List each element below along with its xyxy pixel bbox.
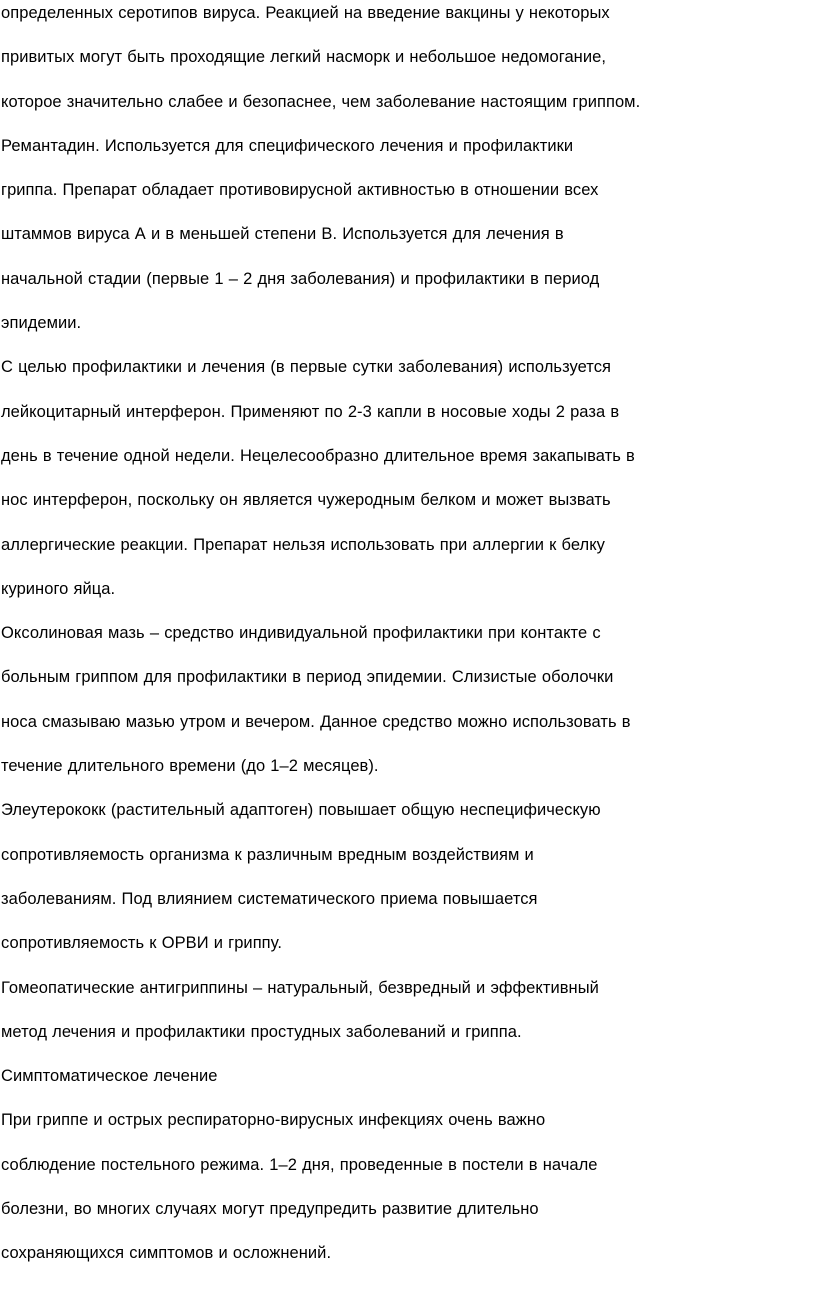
text-line: При гриппе и острых респираторно-вирусных инфекциях очень важно bbox=[1, 1111, 546, 1130]
text-line: которое значительно слабее и безопаснее, чем заболевание настоящим гриппом. bbox=[1, 92, 641, 111]
text-line: течение длительного времени (до 1–2 месяцев). bbox=[1, 757, 379, 776]
text-line: куриного яйца. bbox=[1, 579, 116, 598]
text-line: аллергические реакции. Препарат нельзя использовать при аллергии к белку bbox=[1, 535, 605, 554]
text-line: сопротивляемость организма к различным вредным воздействиям и bbox=[1, 845, 534, 864]
text-line: сохраняющихся симптомов и осложнений. bbox=[1, 1244, 332, 1263]
text-line: гриппа. Препарат обладает противовирусной активностью в отношении всех bbox=[1, 181, 599, 200]
text-line: соблюдение постельного режима. 1–2 дня, проведенные в постели в начале bbox=[1, 1155, 598, 1174]
text-line: С целью профилактики и лечения (в первые сутки заболевания) используется bbox=[1, 358, 612, 377]
text-line: метод лечения и профилактики простудных заболеваний и гриппа. bbox=[1, 1022, 522, 1041]
text-line: больным гриппом для профилактики в период эпидемии. Слизистые оболочки bbox=[1, 668, 614, 687]
text-line: Оксолиновая мазь – средство индивидуальной профилактики при контакте с bbox=[1, 624, 601, 643]
text-line: определенных серотипов вируса. Реакцией на введение вакцины у некоторых bbox=[1, 4, 610, 22]
text-line: Элеутерококк (растительный адаптоген) повышает общую неспецифическую bbox=[1, 801, 601, 820]
text-line: штаммов вируса А и в меньшей степени В. Используется для лечения в bbox=[1, 225, 564, 244]
text-line: Гомеопатические антигриппины – натуральный, безвредный и эффективный bbox=[1, 978, 599, 997]
text-line: Ремантадин. Используется для специфического лечения и профилактики bbox=[1, 136, 574, 155]
section-heading: Симптоматическое лечение bbox=[1, 1067, 218, 1086]
text-line: начальной стадии (первые 1 – 2 дня заболевания) и профилактики в период bbox=[1, 269, 600, 288]
text-line: день в течение одной недели. Нецелесообразно длительное время закапывать в bbox=[1, 446, 635, 465]
text-line: сопротивляемость к ОРВИ и гриппу. bbox=[1, 934, 282, 953]
text-line: болезни, во многих случаях могут предупредить развитие длительно bbox=[1, 1200, 539, 1219]
text-line: эпидемии. bbox=[1, 314, 82, 333]
text-line: нос интерферон, поскольку он является чужеродным белком и может вызвать bbox=[1, 491, 611, 510]
text-line: заболеваниям. Под влиянием систематического приема повышается bbox=[1, 889, 538, 908]
text-line: привитых могут быть проходящие легкий насморк и небольшое недомогание, bbox=[1, 48, 606, 67]
text-line: носа смазываю мазью утром и вечером. Данное средство можно использовать в bbox=[1, 712, 631, 731]
text-line: лейкоцитарный интерферон. Применяют по 2-3 капли в носовые ходы 2 раза в bbox=[1, 402, 620, 421]
